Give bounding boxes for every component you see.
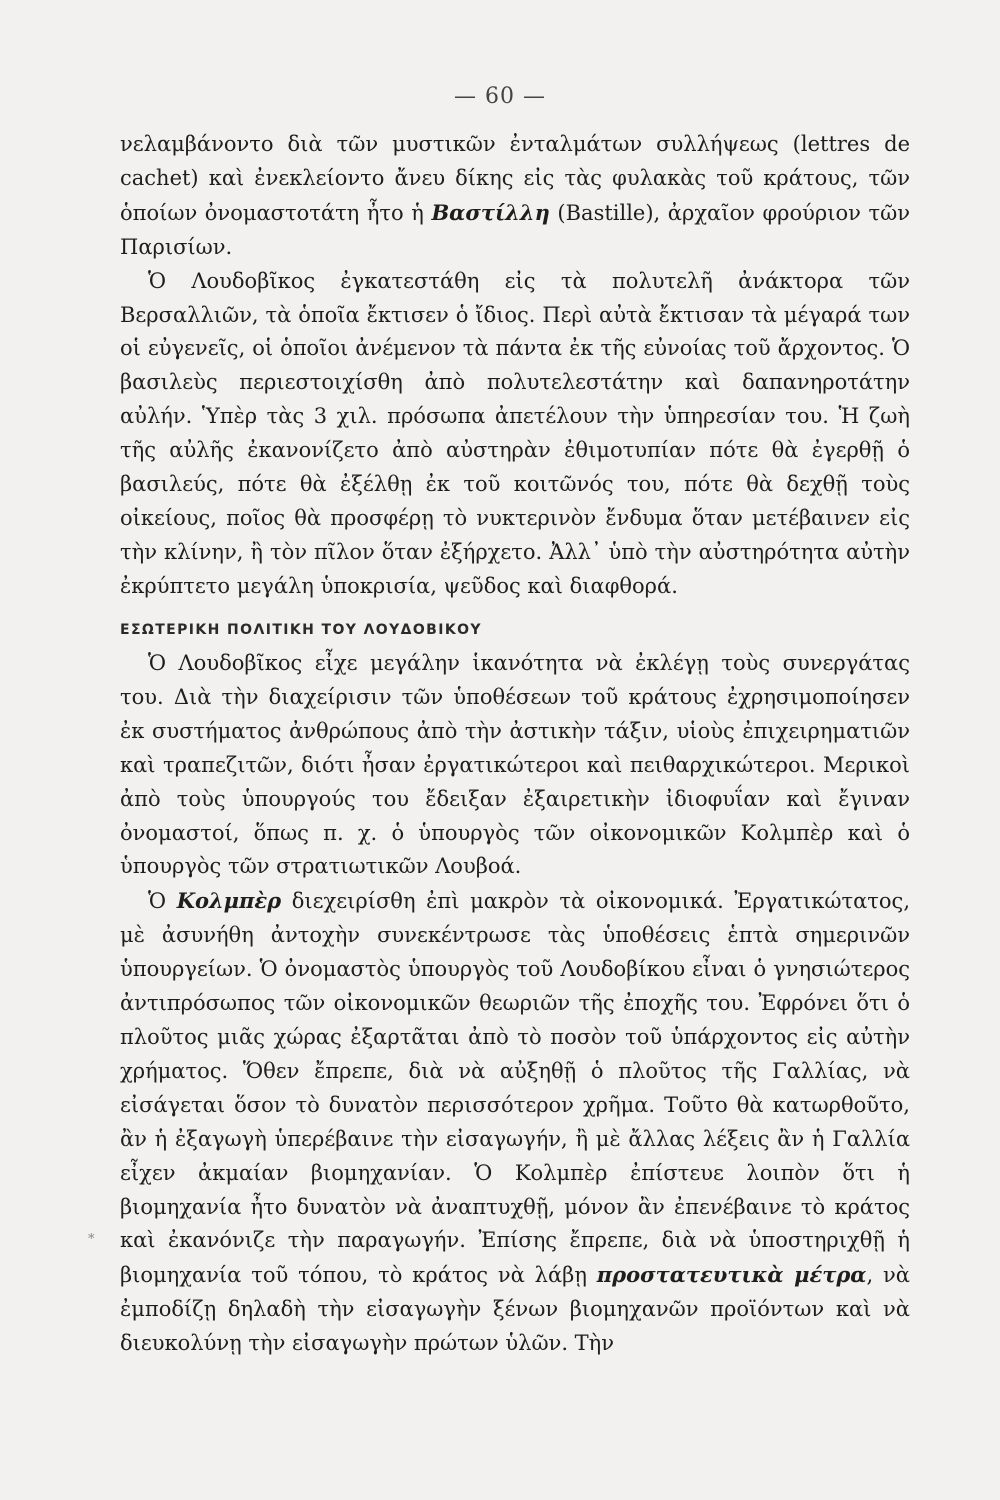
- text-block-top: [120, 128, 910, 604]
- section-heading: ΕΣΩΤΕΡΙΚΗ ΠΟΛΙΤΙΚΗ ΤΟΥ ΛΟΥΔΟΒΙΚΟΥ: [120, 622, 482, 638]
- emphasized-term: προστατευτικὰ μέτρα: [596, 1262, 867, 1288]
- emphasized-term: Κολμπὲρ: [176, 888, 282, 914]
- text-segment: Ὁ Λουδοβῖκος εἶχε μεγάλην ἱκανότητα νὰ ἐκλέγῃ τοὺς συνεργάτας του. Διὰ τὴν διαχείρισιν τῶν ὑποθέσεων τοῦ κράτους ἐχρησιμοποίησεν ἐκ συστήματος ἀνθρώπους ἀπὸ τὴν ἀστικὴν τάξιν, υἱοὺς ἐπιχειρηματιῶν καὶ τραπεζιτῶν, διότι ἦσαν ἐργατικώτεροι καὶ πειθαρχικώτεροι. Μερικοὶ ἀπὸ τοὺς ὑπουργούς του ἔδειξαν ἐξαιρετικὴν ἰδιοφυΐαν καὶ ἔγιναν ὀνομαστοί, ὅπως π. χ. ὁ ὑπουργὸς τῶν οἰκονομικῶν Κολμπὲρ καὶ ὁ ὑπουργὸς τῶν στρατιωτικῶν Λουβοά.: [120, 651, 910, 879]
- text-segment: , νὰ ἐμποδίζῃ δηλαδὴ τὴν εἰσαγωγὴν ξένων βιομηχανῶν προϊόντων καὶ νὰ διευκολύνῃ τὴν εἰσαγωγὴν πρώτων ὑλῶν. Τὴν: [120, 1263, 910, 1356]
- paragraph: [120, 128, 910, 265]
- text-segment: διεχειρίσθη ἐπὶ μακρὸν τὰ οἰκονομικά. Ἐργατικώτατος, μὲ ἀσυνήθη ἀντοχὴν συνεκέντρωσε τὰς ὑποθέσεις ἑπτὰ σημερινῶν ὑπουργείων. Ὁ ὀνομαστὸς ὑπουργὸς τοῦ Λουδοβίκου εἶναι ὁ γνησιώτερος ἀντιπρόσωπος τῶν οἰκονομικῶν θεωριῶν τῆς ἐποχῆς του. Ἐφρόνει ὅτι ὁ πλοῦτος μιᾶς χώρας ἐξαρτᾶται ἀπὸ τὸ ποσὸν τοῦ ὑπάρχοντος εἰς αὐτὴν χρήματος. Ὅθεν ἔπρεπε, διὰ νὰ αὐξηθῇ ὁ πλοῦτος τῆς Γαλλίας, νὰ εἰσάγεται ὅσον τὸ δυνατὸν περισσότερον χρῆμα. Τοῦτο θὰ κατωρθοῦτο, ἂν ἡ ἐξαγωγὴ ὑπερέβαινε τὴν εἰσαγωγήν, ἢ μὲ ἄλλας λέξεις ἂν ἡ Γαλλία εἶχεν ἀκμαίαν βιομηχανίαν. Ὁ Κολμπὲρ ἐπίστευε λοιπὸν ὅτι ἡ βιομηχανία ἦτο δυνατὸν νὰ ἀναπτυχθῇ, μόνον ἂν ἐπενέβαινε τὸ κράτος καὶ ἐκανόνιζε τὴν παραγωγήν. Ἐπίσης ἔπρεπε, διὰ νὰ ὑποστηριχθῇ ἡ βιομηχανία τοῦ τόπου, τὸ κράτος νὰ λάβῃ: [120, 889, 910, 1288]
- paragraph: [120, 647, 910, 884]
- emphasized-term: Βαστίλλη: [431, 199, 550, 225]
- paragraph: [120, 884, 910, 1361]
- text-block-bottom: [120, 647, 910, 1361]
- margin-mark: *: [88, 1232, 95, 1247]
- text-segment: νελαμβάνοντο διὰ τῶν μυστικῶν ἐνταλμάτων συλλήψεως (lettres de cachet) καὶ ἐνεκλείοντο ἄνευ δίκης εἰς τὰς φυλακὰς τοῦ κράτους, τῶν ὁποίων ὀνομαστοτάτη ἦτο ἡ: [120, 132, 910, 225]
- paragraph: [120, 265, 910, 604]
- text-segment: (Bastille), ἀρχαῖον φρούριον τῶν Παρισίων.: [120, 200, 910, 259]
- text-segment: Ὁ Λουδοβῖκος ἐγκατεστάθη εἰς τὰ πολυτελῆ ἀνάκτορα τῶν Βερσαλλιῶν, τὰ ὁποῖα ἔκτισεν ὁ ἴδιος. Περὶ αὐτὰ ἔκτισαν τὰ μέγαρά των οἱ εὐγενεῖς, οἱ ὁποῖοι ἀνέμενον τὰ πάντα ἐκ τῆς εὐνοίας τοῦ ἄρχοντος. Ὁ βασιλεὺς περιεστοιχίσθη ἀπὸ πολυτελεστάτην καὶ δαπανηροτάτην αὐλήν. Ὑπὲρ τὰς 3 χιλ. πρόσωπα ἀπετέλουν τὴν ὑπηρεσίαν του. Ἡ ζωὴ τῆς αὐλῆς ἐκανονίζετο ἀπὸ αὐστηρὰν ἐθιμοτυπίαν πότε θὰ ἐγερθῇ ὁ βασιλεύς, πότε θὰ ἐξέλθῃ ἐκ τοῦ κοιτῶνός του, πότε θὰ δεχθῇ τοὺς οἰκείους, ποῖος θὰ προσφέρῃ τὸ νυκτερινὸν ἔνδυμα ὅταν μετέβαινεν εἰς τὴν κλίνην, ἢ τὸν πῖλον ὅταν ἐξήρχετο. Ἀλλ᾽ ὑπὸ τὴν αὐστηρότητα αὐτὴν ἐκρύπτετο μεγάλη ὑποκρισία, ψεῦδος καὶ διαφθορά.: [120, 268, 910, 598]
- text-segment: Ὁ: [148, 889, 177, 914]
- page-number: — 60 —: [454, 84, 546, 109]
